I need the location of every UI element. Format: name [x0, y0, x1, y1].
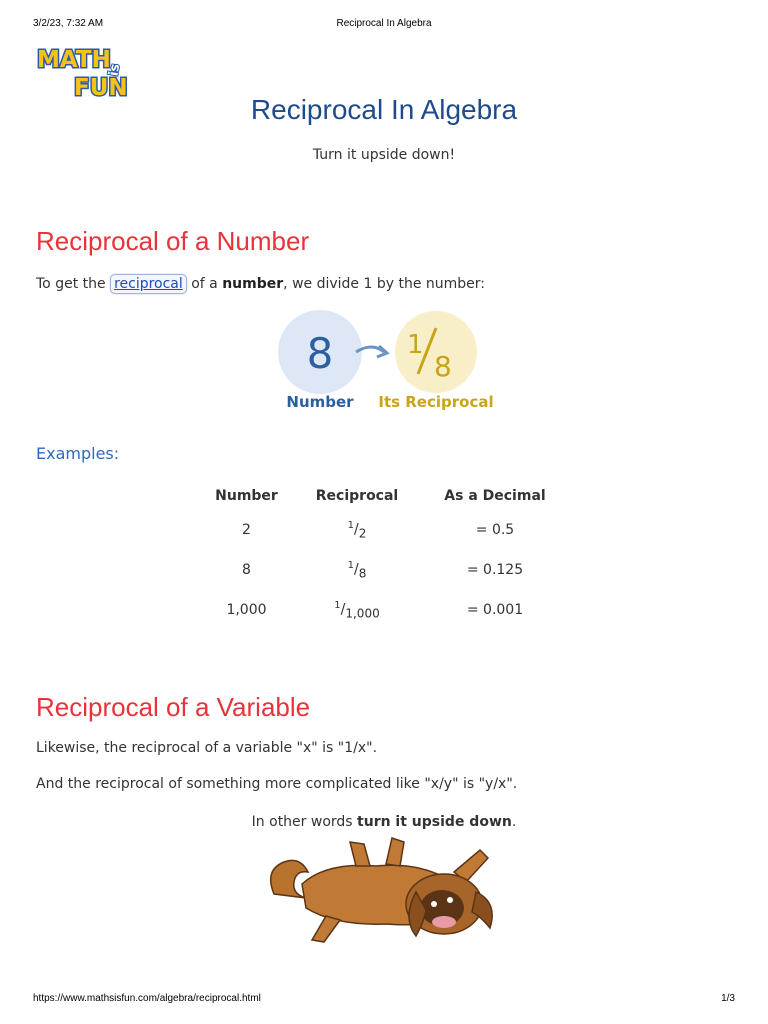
page-title: Reciprocal In Algebra [250, 94, 518, 125]
logo-is-text: is [106, 62, 124, 78]
intro-paragraph [36, 274, 485, 294]
intro-text-after: , we divide 1 by the number: [283, 276, 486, 292]
table-row [196, 550, 573, 590]
diagram-reciprocal-numerator: 1 [407, 330, 424, 360]
page-subtitle: Turn it upside down! [312, 147, 456, 163]
section-heading-number: Reciprocal of a Number [36, 226, 310, 256]
intro-text-mid: of a [186, 276, 223, 292]
cell-decimal: = 0.001 [466, 602, 524, 618]
cell-decimal: = 0.125 [466, 562, 524, 578]
table-row [196, 510, 573, 550]
table-header-row [196, 482, 573, 510]
intro-text-before: To get the [36, 276, 111, 292]
col-header-decimal: As a Decimal [444, 488, 546, 504]
cell-number: 8 [242, 562, 251, 578]
cell-decimal: = 0.5 [475, 522, 515, 538]
diagram-number: 8 [306, 329, 334, 378]
table-row [196, 590, 573, 630]
cell-number: 2 [242, 522, 251, 538]
section-heading-variable: Reciprocal of a Variable [36, 692, 311, 722]
cell-reciprocal: $^1/_2$ [347, 519, 367, 541]
upside-down-bold: turn it upside down [357, 814, 512, 830]
print-datetime: 3/2/23, 7:32 AM [33, 18, 104, 29]
print-page-number: 1/3 [721, 993, 735, 1004]
print-header [0, 18, 768, 32]
cell-reciprocal: $^1/_8$ [347, 559, 367, 581]
reciprocal-glossary-link[interactable]: reciprocal [110, 274, 187, 294]
intro-bold-number: number [222, 276, 284, 292]
col-header-reciprocal: Reciprocal [315, 488, 399, 504]
upside-down-line: In other words turn it upside down. [251, 814, 517, 830]
cell-reciprocal: $^1/_{1,000}$ [334, 599, 380, 621]
print-title: Reciprocal In Algebra [336, 18, 432, 29]
logo-fun-text: FUN [74, 75, 128, 101]
examples-table [196, 482, 573, 630]
examples-label: Examples: [36, 444, 120, 463]
upside-down-dog-illustration [266, 832, 506, 948]
print-url[interactable]: https://www.mathsisfun.com/algebra/reciprocal.html [33, 993, 261, 1004]
number-label: Number [286, 393, 354, 411]
col-header-number: Number [215, 488, 278, 504]
cell-number: 1,000 [226, 602, 267, 618]
variable-paragraph-2: And the reciprocal of something more complicated like "x/y" is "y/x". [36, 776, 518, 792]
reciprocal-diagram [276, 308, 496, 420]
print-footer [0, 993, 768, 1007]
reciprocal-label: Its Reciprocal [378, 393, 494, 411]
diagram-reciprocal-denominator: 8 [434, 350, 452, 383]
variable-paragraph-1: Likewise, the reciprocal of a variable "x" is "1/x". [36, 740, 378, 756]
logo-math-text: MATH [37, 47, 111, 73]
mathsisfun-logo[interactable] [36, 38, 132, 102]
